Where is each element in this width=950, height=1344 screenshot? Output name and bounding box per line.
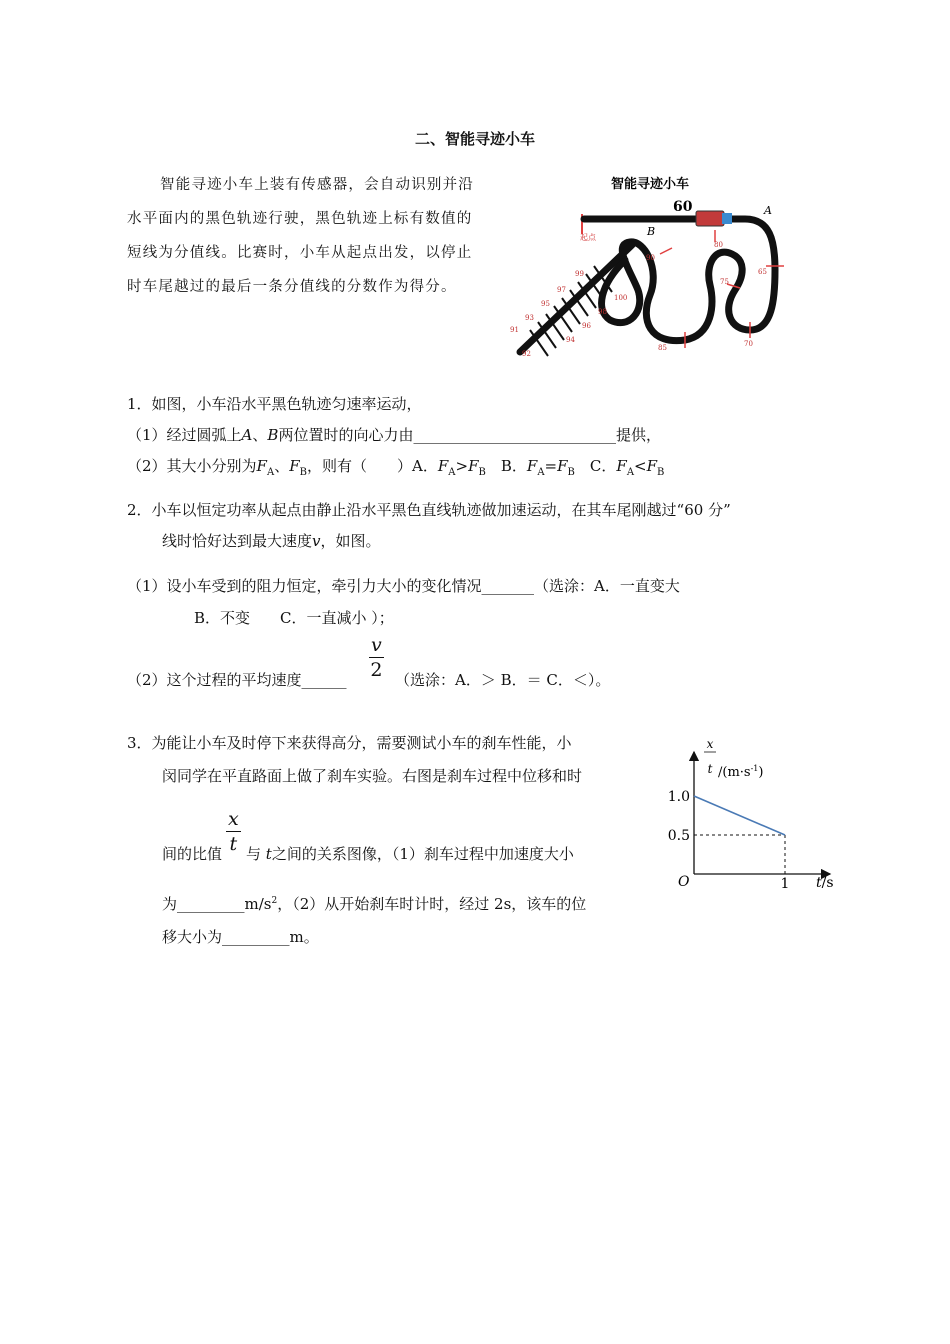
q2-sub2: （2）这个过程的平均速度______ <box>127 671 347 689</box>
q3-line3-prefix: 间的比值 <box>162 845 223 863</box>
track-title: 智能寻迹小车 <box>610 177 690 192</box>
data-line <box>694 796 785 835</box>
q3-line2: 闵同学在平直路面上做了刹车实验。右图是刹车过程中位移和时 <box>162 767 583 785</box>
score-label: 93 <box>525 314 534 322</box>
score-label: 91 <box>510 326 519 334</box>
car-sensor-icon <box>722 213 732 224</box>
q3-line1: 3．为能让小车及时停下来获得高分，需要测试小车的刹车性能，小 <box>127 734 572 752</box>
track-figure <box>500 170 810 370</box>
point-b-label: B <box>647 225 656 238</box>
score-label: 94 <box>566 336 575 344</box>
score-label: 90 <box>646 254 655 262</box>
score-label: 99 <box>575 270 584 278</box>
q1-stem: 1．如图，小车沿水平黑色轨迹匀速率运动， <box>127 395 422 413</box>
q1-option-a[interactable]: $F_A>F_B$ <box>437 457 486 478</box>
y-tick-label: 1.0 <box>667 789 690 805</box>
section-title: 二、智能寻迹小车 <box>414 130 535 148</box>
score-label: 96 <box>582 322 591 330</box>
q2-fraction: $\frac{v}{2}$ <box>370 634 383 681</box>
track-label-60: 60 <box>673 199 693 215</box>
y-label-num: x <box>706 737 714 751</box>
y-label-den: t <box>707 762 713 776</box>
xt-chart <box>660 730 840 900</box>
point-a-label: A <box>764 204 772 217</box>
car-icon <box>696 211 724 226</box>
start-label: 起点 <box>580 233 596 242</box>
q2-line1: 2．小车以恒定功率从起点由静止沿水平黑色直线轨迹做加速运动，在其车尾刚越过“60 分” <box>127 501 731 519</box>
score-label: 98 <box>598 308 607 316</box>
score-label: 65 <box>758 268 767 276</box>
score-label: 97 <box>557 286 566 294</box>
q3-line3: 与 t之间的关系图像，（1）刹车过程中加速度大小 <box>246 845 574 863</box>
q1-option-b[interactable]: $F_A=F_B$ <box>526 457 575 478</box>
score-label: 70 <box>744 340 753 348</box>
q3-line4: 为$\_\_\_\_\_\_\_\_\_m/s^2$，（2）从开始刹车时计时，经过 2s，该车的位 <box>162 895 587 913</box>
q2-sub1-line1: （1）设小车受到的阻力恒定，牵引力大小的变化情况_______（选涂：A．一直变大 <box>127 577 680 595</box>
score-label: 80 <box>714 241 723 249</box>
q1-part1: （1）经过圆弧上A、B两位置时的向心力由___________________________提供， <box>127 426 661 444</box>
intro-paragraph <box>127 168 487 304</box>
q2-line2: 线时恰好达到最大速度v，如图。 <box>162 532 381 550</box>
q1-blank[interactable]: ___________________________ <box>413 426 616 444</box>
q2-sub2-suffix: （选涂：A．＞ B．＝ C．＜）。 <box>395 671 611 689</box>
y-label-unit: $/(m\cdot s^{-1})$ <box>718 764 764 780</box>
x-axis-label: t/s <box>816 875 834 891</box>
score-label: 100 <box>614 294 628 302</box>
score-label: 92 <box>522 350 531 358</box>
x-tick-label: 1 <box>780 876 790 892</box>
score-label: 85 <box>658 344 667 352</box>
q2-sub1-line2: B．不变 C．一直减小 ）； <box>194 609 394 627</box>
q3-line5: 移大小为_________m。 <box>162 928 319 946</box>
q3-fraction: $\frac{x}{t}$ <box>228 808 239 855</box>
origin-label: O <box>678 874 690 890</box>
score-label: 75 <box>720 278 729 286</box>
score-label: 95 <box>541 300 550 308</box>
q1-option-c[interactable]: $F_A<F_B$ <box>616 457 665 478</box>
track-path <box>584 219 775 341</box>
intro-text: 智能寻迹小车上装有传感器，会自动识别并沿水平面内的黑色轨迹行驶，黑色轨迹上标有数值的短线为分值线。比赛时，小车从起点出发，以停止时车尾越过的最后一条分值线的分数作为得分。 <box>127 177 474 295</box>
y-tick-label: 0.5 <box>667 828 690 844</box>
q1-part2: （2）其大小分别为$F_A$、$F_B$，则有（ ）A．$F_A>F_B$ B．$F_A=F_B$ C．$F_A<F_B$ <box>127 457 665 478</box>
